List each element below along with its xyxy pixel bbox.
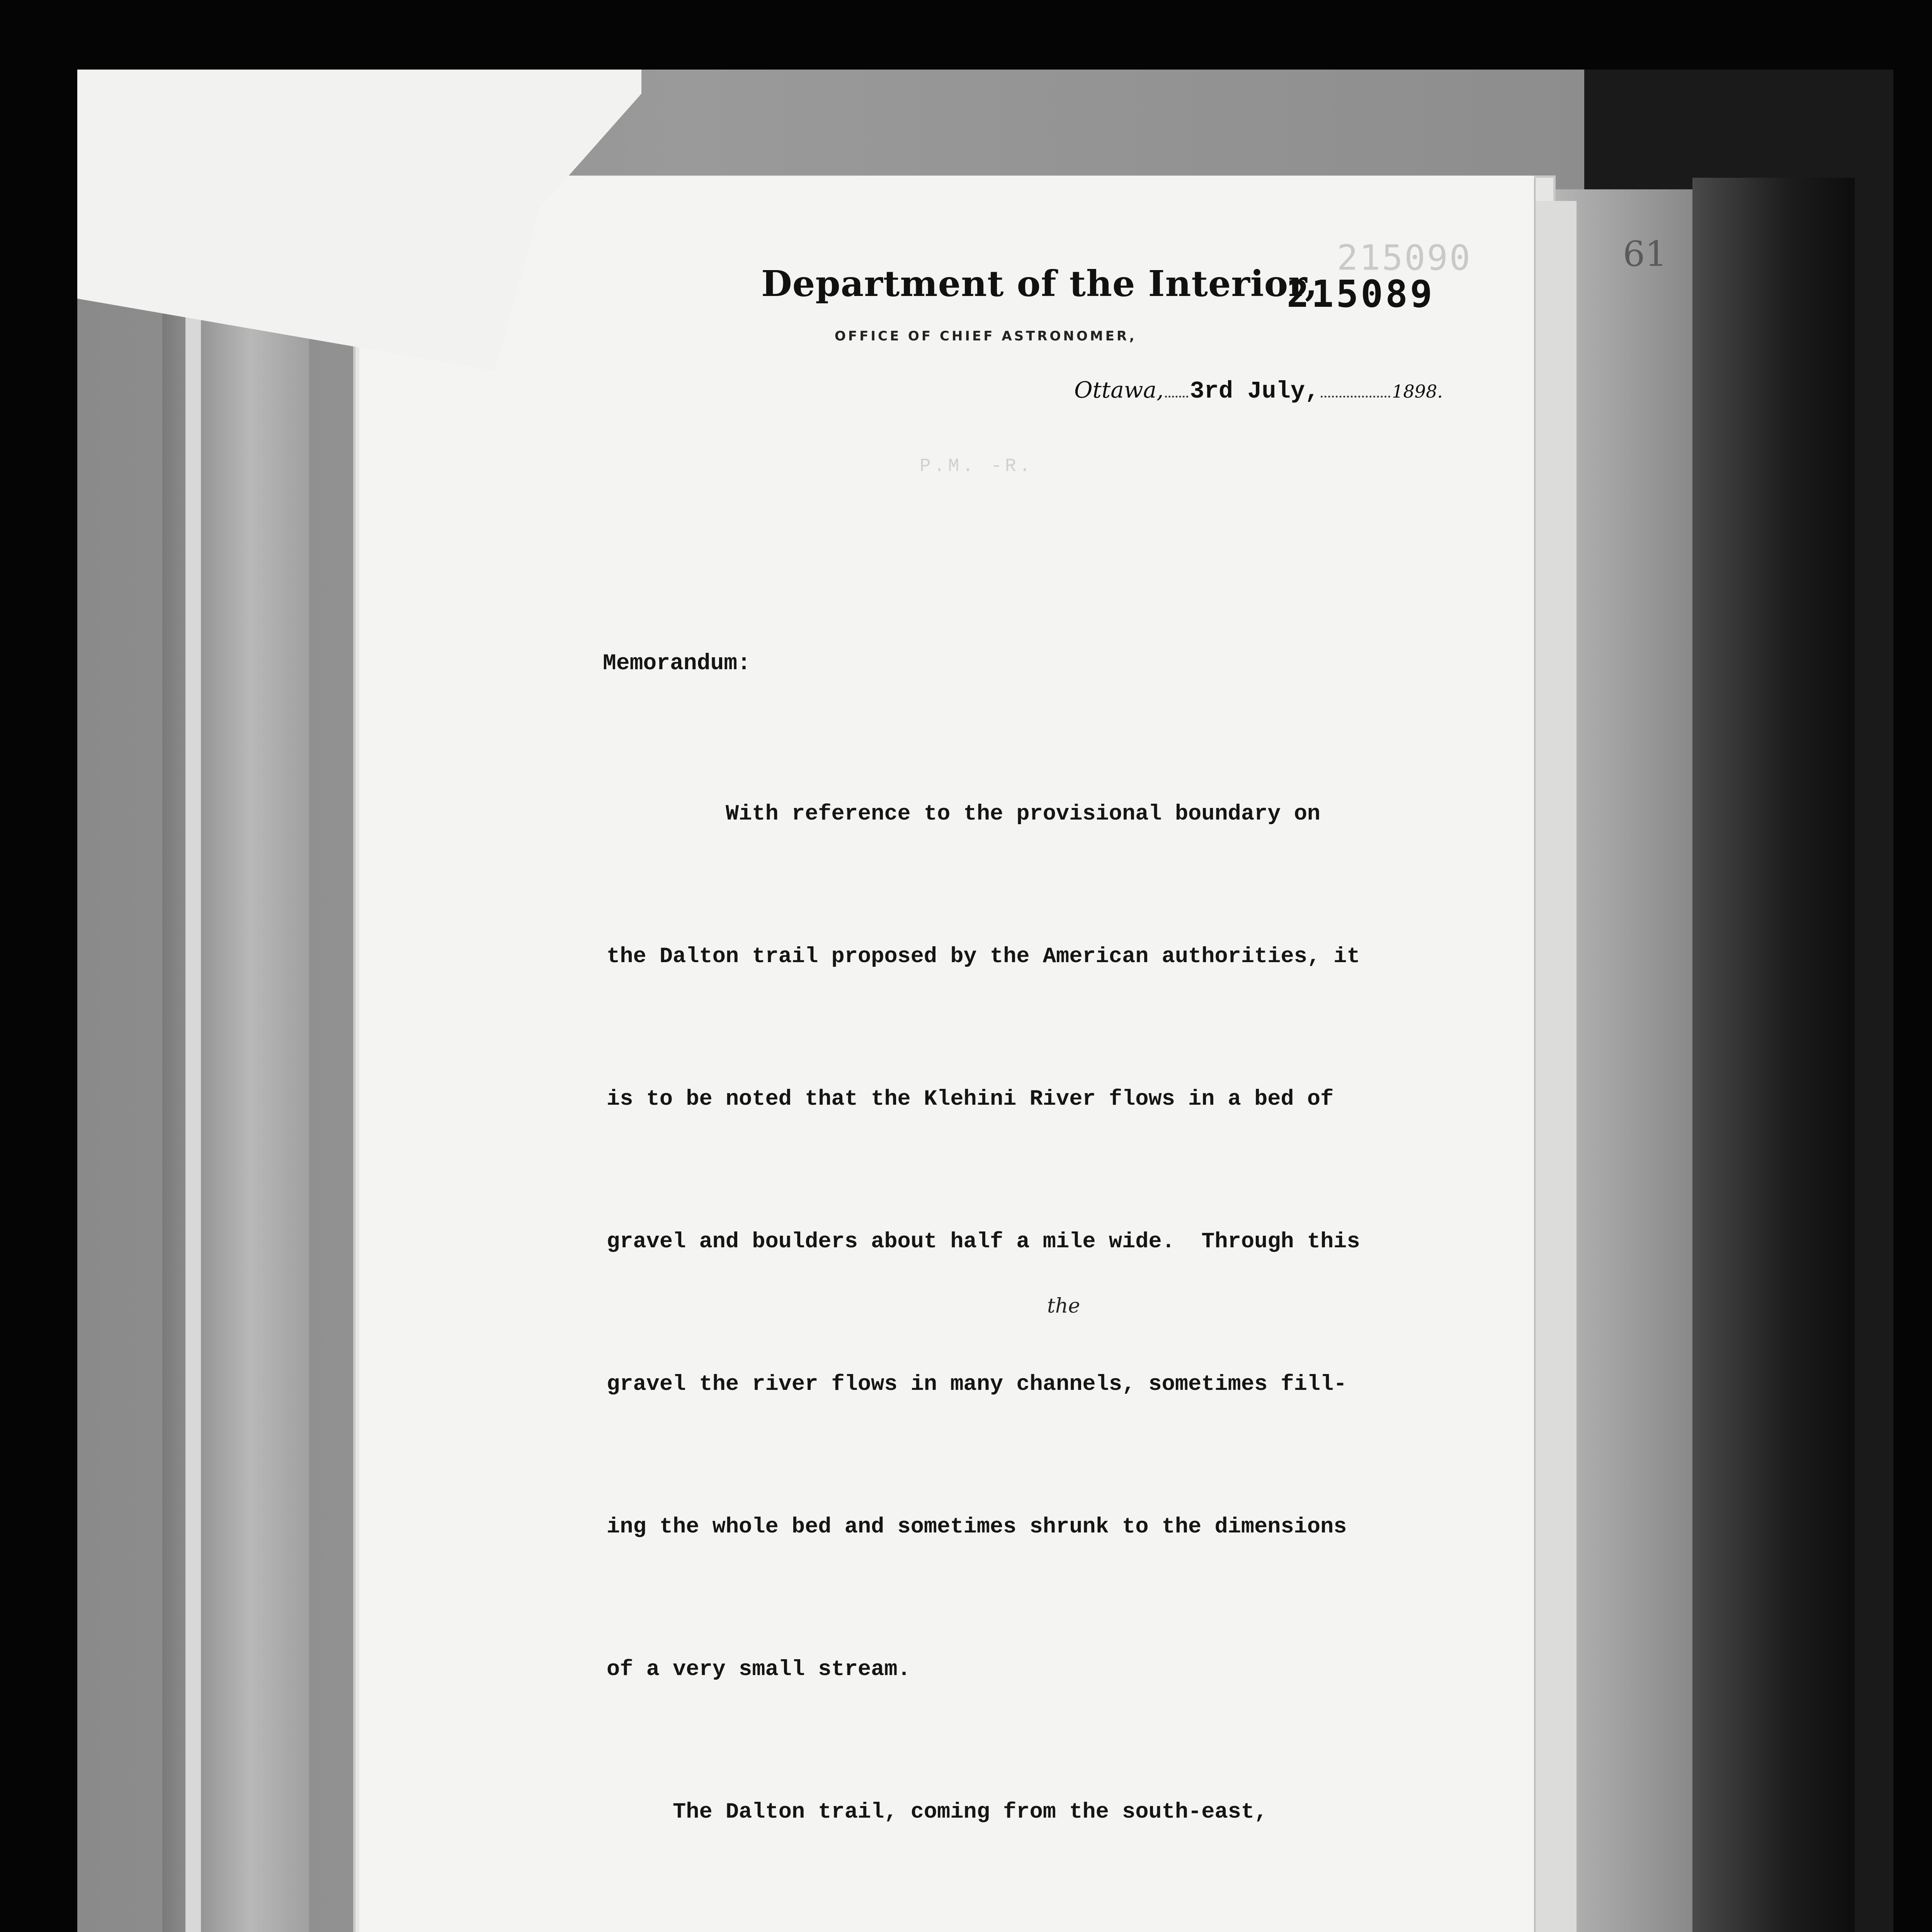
office-line: OFFICE OF CHIEF ASTRONOMER,: [835, 328, 1137, 344]
body-line: the Dalton trail proposed by the American authorities, it: [607, 944, 1360, 969]
book-spine: [1692, 178, 1855, 1932]
body-line: ing the whole bed and sometimes shrunk to the dimensions: [607, 1515, 1347, 1539]
body-line: of a very small stream.: [607, 1657, 911, 1682]
backing-strip: [162, 294, 309, 1932]
department-heading: Department of the Interior,: [761, 263, 1318, 304]
date-day: 3rd July,: [1190, 378, 1320, 405]
date-year: 1898.: [1392, 381, 1443, 402]
page-number: 61: [1623, 234, 1667, 274]
document-number: 215089: [1287, 272, 1435, 316]
memo-salutation: Memorandum:: [603, 651, 751, 676]
dotted-rule: [1321, 380, 1390, 398]
faint-reference-code: P.M. -R.: [920, 456, 1034, 477]
ghost-document-number: 215090: [1337, 238, 1472, 278]
body-line: With reference to the provisional boundary on: [607, 802, 1321, 827]
handwritten-correction: the: [1047, 1294, 1080, 1318]
dotted-rule: [1165, 380, 1188, 398]
body-line: gravel and boulders about half a mile wide. Through this: [607, 1230, 1360, 1254]
memo-body: [607, 696, 1457, 1932]
body-line: The Dalton trail, coming from the south-east,: [607, 1800, 1268, 1825]
date-place: Ottawa,: [1074, 377, 1164, 403]
backing-strip-edge: [185, 301, 201, 1932]
body-line: is to be noted that the Klehini River flows in a bed of: [607, 1087, 1334, 1112]
date-line: [1074, 377, 1480, 408]
body-line: gravel the river flows in many channels, sometimes fill-: [607, 1372, 1347, 1397]
